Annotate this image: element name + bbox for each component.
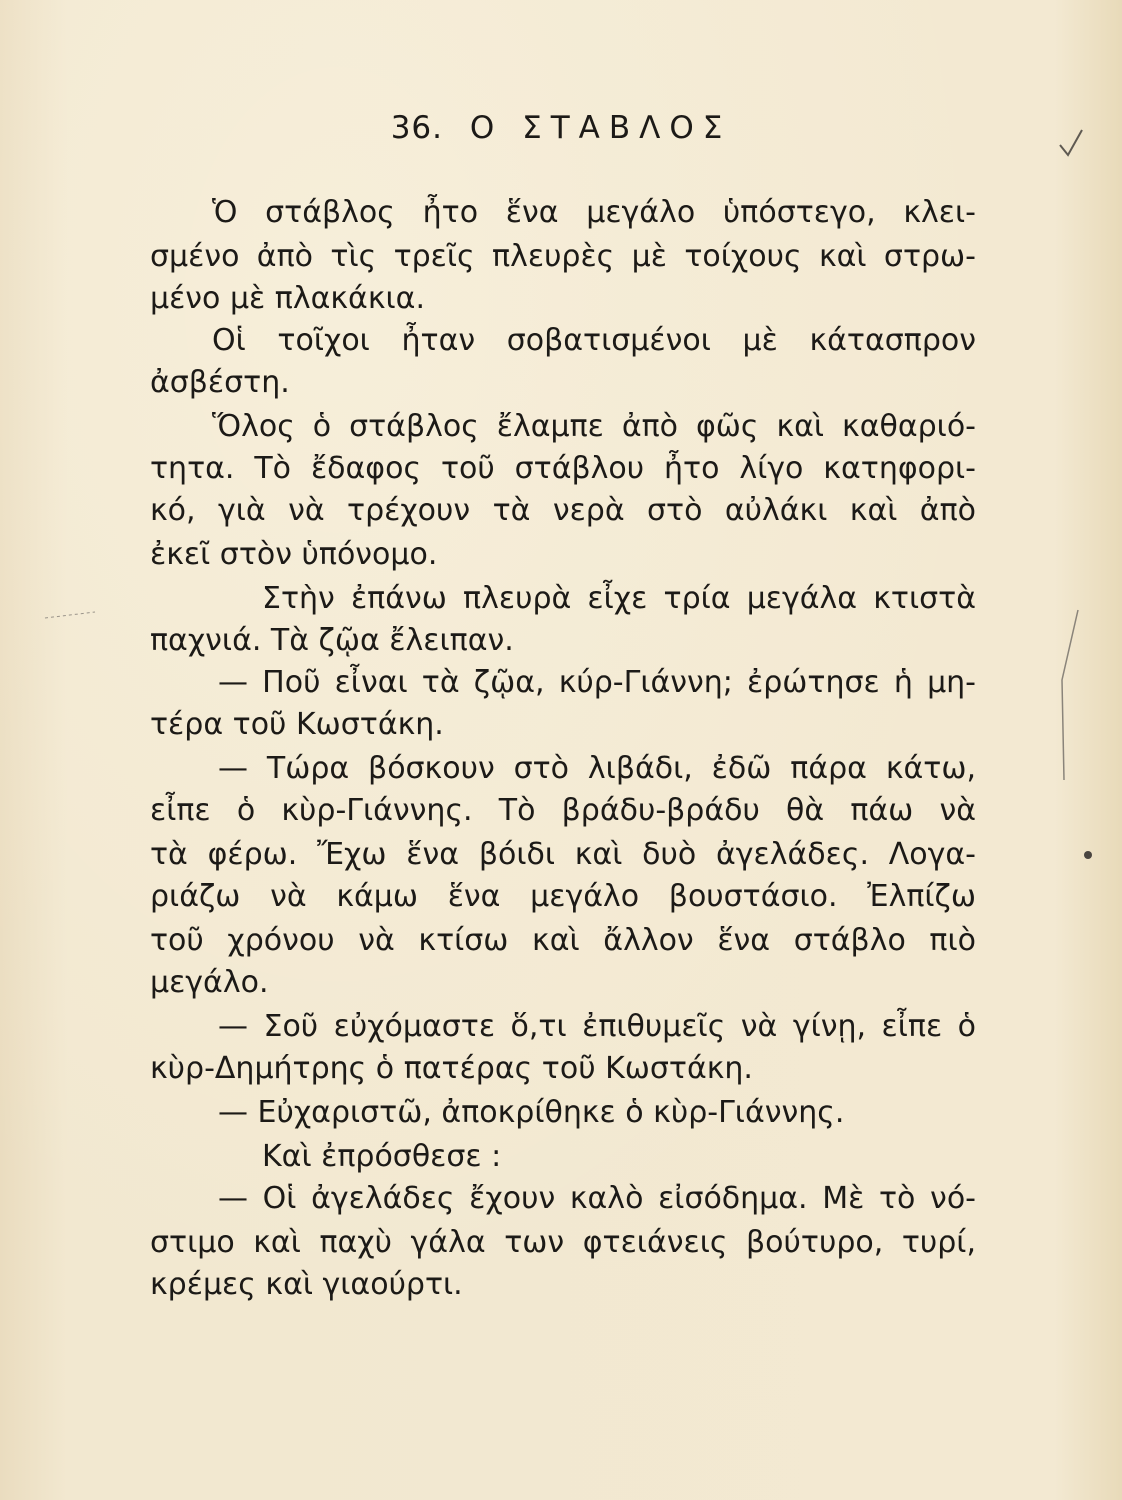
text-line: τὰ φέρω. Ἔχω ἕνα βόιδι καὶ δυὸ ἀγελάδες. Λογα- (150, 837, 976, 872)
text-line: Οἱ τοῖχοι ἦταν σοβατισμένοι μὲ κάτασπρον (212, 323, 976, 358)
text-line: στιμο καὶ παχὺ γάλα των φτειάνεις βούτυρο, τυρί, (150, 1225, 976, 1260)
text-line: Στὴν ἐπάνω πλευρὰ εἶχε τρία μεγάλα κτιστὰ (262, 581, 976, 616)
text-line: τοῦ χρόνου νὰ κτίσω καὶ ἄλλον ἕνα στάβλο πιὸ (150, 923, 976, 958)
text-line: εἶπε ὁ κὺρ-Γιάννης. Τὸ βράδυ-βράδυ θὰ πάω νὰ (150, 793, 976, 828)
page-number: 36. (390, 110, 443, 146)
text-line: σμένο ἀπὸ τὶς τρεῖς πλευρὲς μὲ τοίχους καὶ στρω- (150, 239, 976, 274)
text-line: μεγάλο. (150, 965, 269, 1000)
text-line: ἐκεῖ στὸν ὑπόνομο. (150, 537, 438, 572)
text-line: τητα. Τὸ ἔδαφος τοῦ στάβλου ἦτο λίγο κατηφορι- (150, 451, 976, 486)
pencil-check-mark (1040, 120, 1100, 200)
text-line: μένο μὲ πλακάκια. (150, 281, 425, 316)
text-line: Ὅλος ὁ στάβλος ἔλαμπε ἀπὸ φῶς καὶ καθαριό- (212, 409, 976, 444)
text-line: — Εὐχαριστῶ, ἀποκρίθηκε ὁ κὺρ-Γιάννης. (218, 1095, 845, 1130)
text-line: παχνιά. Τὰ ζῷα ἔλειπαν. (150, 623, 514, 658)
margin-dot (1078, 845, 1098, 865)
text-line: τέρα τοῦ Κωστάκη. (150, 707, 444, 742)
running-header (0, 110, 1122, 146)
text-line: Καὶ ἐπρόσθεσε : (262, 1139, 502, 1174)
text-line: — Οἱ ἀγελάδες ἔχουν καλὸ εἰσόδημα. Μὲ τὸ νό- (218, 1181, 976, 1216)
text-line: ριάζω νὰ κάμω ἕνα μεγάλο βουστάσιο. Ἐλπίζω (150, 879, 976, 914)
text-line: κὺρ-Δημήτρης ὁ πατέρας τοῦ Κωστάκη. (150, 1051, 753, 1086)
text-line: — Σοῦ εὐχόμαστε ὅ,τι ἐπιθυμεῖς νὰ γίνῃ, εἶπε ὁ (218, 1009, 976, 1044)
text-line: — Ποῦ εἶναι τὰ ζῷα, κύρ-Γιάννη; ἐρώτησε ἡ μη- (218, 665, 976, 700)
text-line: Ὁ στάβλος ἦτο ἕνα μεγάλο ὑπόστεγο, κλει- (212, 195, 976, 230)
margin-pencil-line (1050, 600, 1090, 800)
text-line: κρέμες καὶ γιαούρτι. (150, 1267, 463, 1302)
margin-dash-mark (40, 598, 100, 628)
text-line: — Τώρα βόσκουν στὸ λιβάδι, ἐδῶ πάρα κάτω, (218, 751, 976, 786)
text-line: κό, γιὰ νὰ τρέχουν τὰ νερὰ στὸ αὐλάκι καὶ ἀπὸ (150, 493, 976, 528)
text-line: ἀσβέστη. (150, 365, 290, 400)
chapter-title: Ο ΣΤΑΒΛΟΣ (469, 110, 732, 146)
